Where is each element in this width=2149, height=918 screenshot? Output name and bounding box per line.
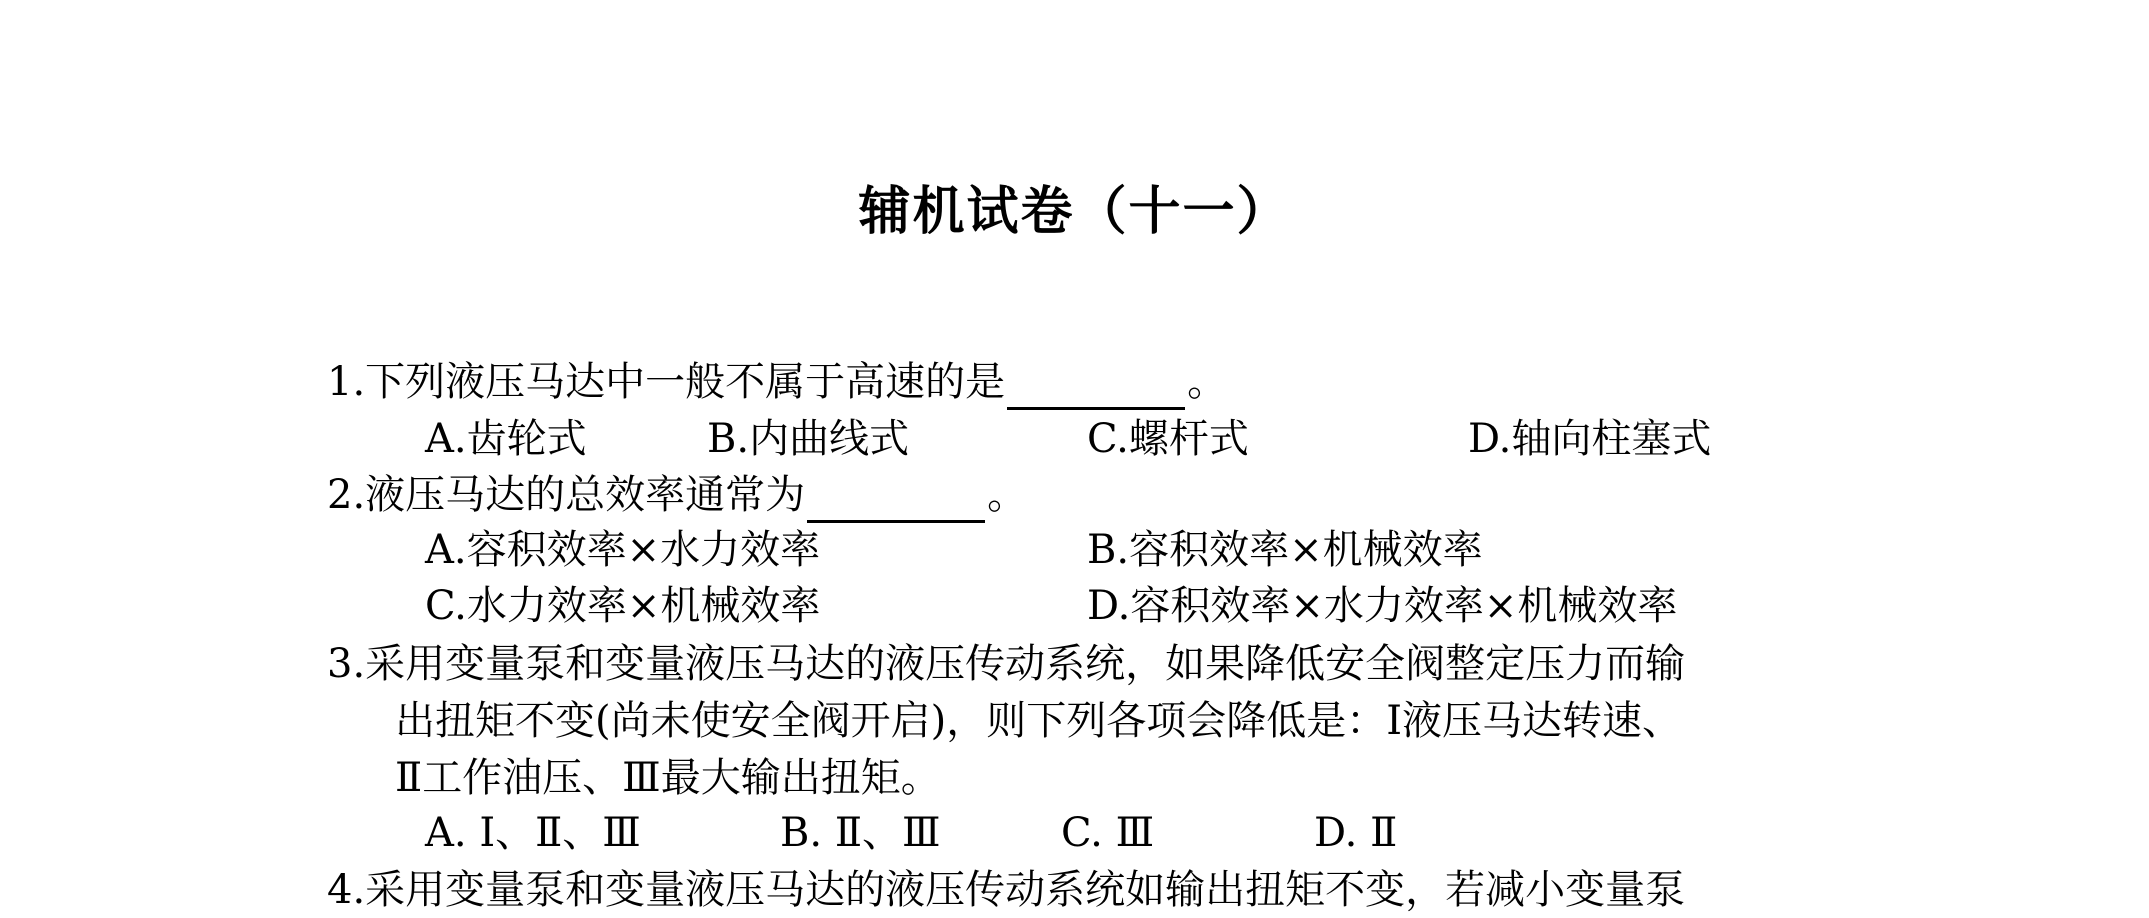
- question-1-text: 1.下列液压马达中一般不属于高速的是: [327, 359, 1006, 405]
- question-3-option-c: C. Ⅲ: [1061, 810, 1155, 856]
- question-3-option-d: D. Ⅱ: [1314, 810, 1398, 856]
- question-3-option-b: B. Ⅱ、Ⅲ: [780, 810, 941, 856]
- question-2-stem: [327, 467, 1027, 523]
- question-1-option-a: A.齿轮式: [425, 416, 587, 462]
- question-2-option-d: D.容积效率×水力效率×机械效率: [1087, 583, 1678, 629]
- question-1-end: 。: [1187, 359, 1228, 405]
- question-2-option-c: C.水力效率×机械效率: [425, 583, 821, 629]
- question-2-text: 2.液压马达的总效率通常为: [327, 472, 806, 518]
- answer-blank: [1007, 363, 1185, 410]
- question-1-option-b: B.内曲线式: [707, 416, 910, 462]
- question-2-option-b: B.容积效率×机械效率: [1087, 527, 1483, 573]
- question-2-end: 。: [987, 472, 1028, 518]
- question-1-stem: [327, 354, 1227, 410]
- page-title: 辅机试卷（十一）: [858, 182, 1291, 242]
- question-3-stem-line-1: 3.采用变量泵和变量液压马达的液压传动系统，如果降低安全阀整定压力而输: [327, 641, 1686, 687]
- question-3-option-a: A. Ⅰ、Ⅱ、Ⅲ: [425, 810, 641, 856]
- question-2-option-a: A.容积效率×水力效率: [425, 527, 821, 573]
- question-1-option-c: C.螺杆式: [1087, 416, 1249, 462]
- question-1-option-d: D.轴向柱塞式: [1468, 416, 1712, 462]
- question-3-stem-line-2: 出扭矩不变(尚未使安全阀开启)，则下列各项会降低是：Ⅰ液压马达转速、: [395, 698, 1683, 744]
- question-4-stem-line-1: 4.采用变量泵和变量液压马达的液压传动系统如输出扭矩不变，若减小变量泵: [327, 867, 1686, 913]
- question-3-stem-line-3: Ⅱ工作油压、Ⅲ最大输出扭矩。: [395, 755, 941, 801]
- answer-blank: [807, 476, 985, 523]
